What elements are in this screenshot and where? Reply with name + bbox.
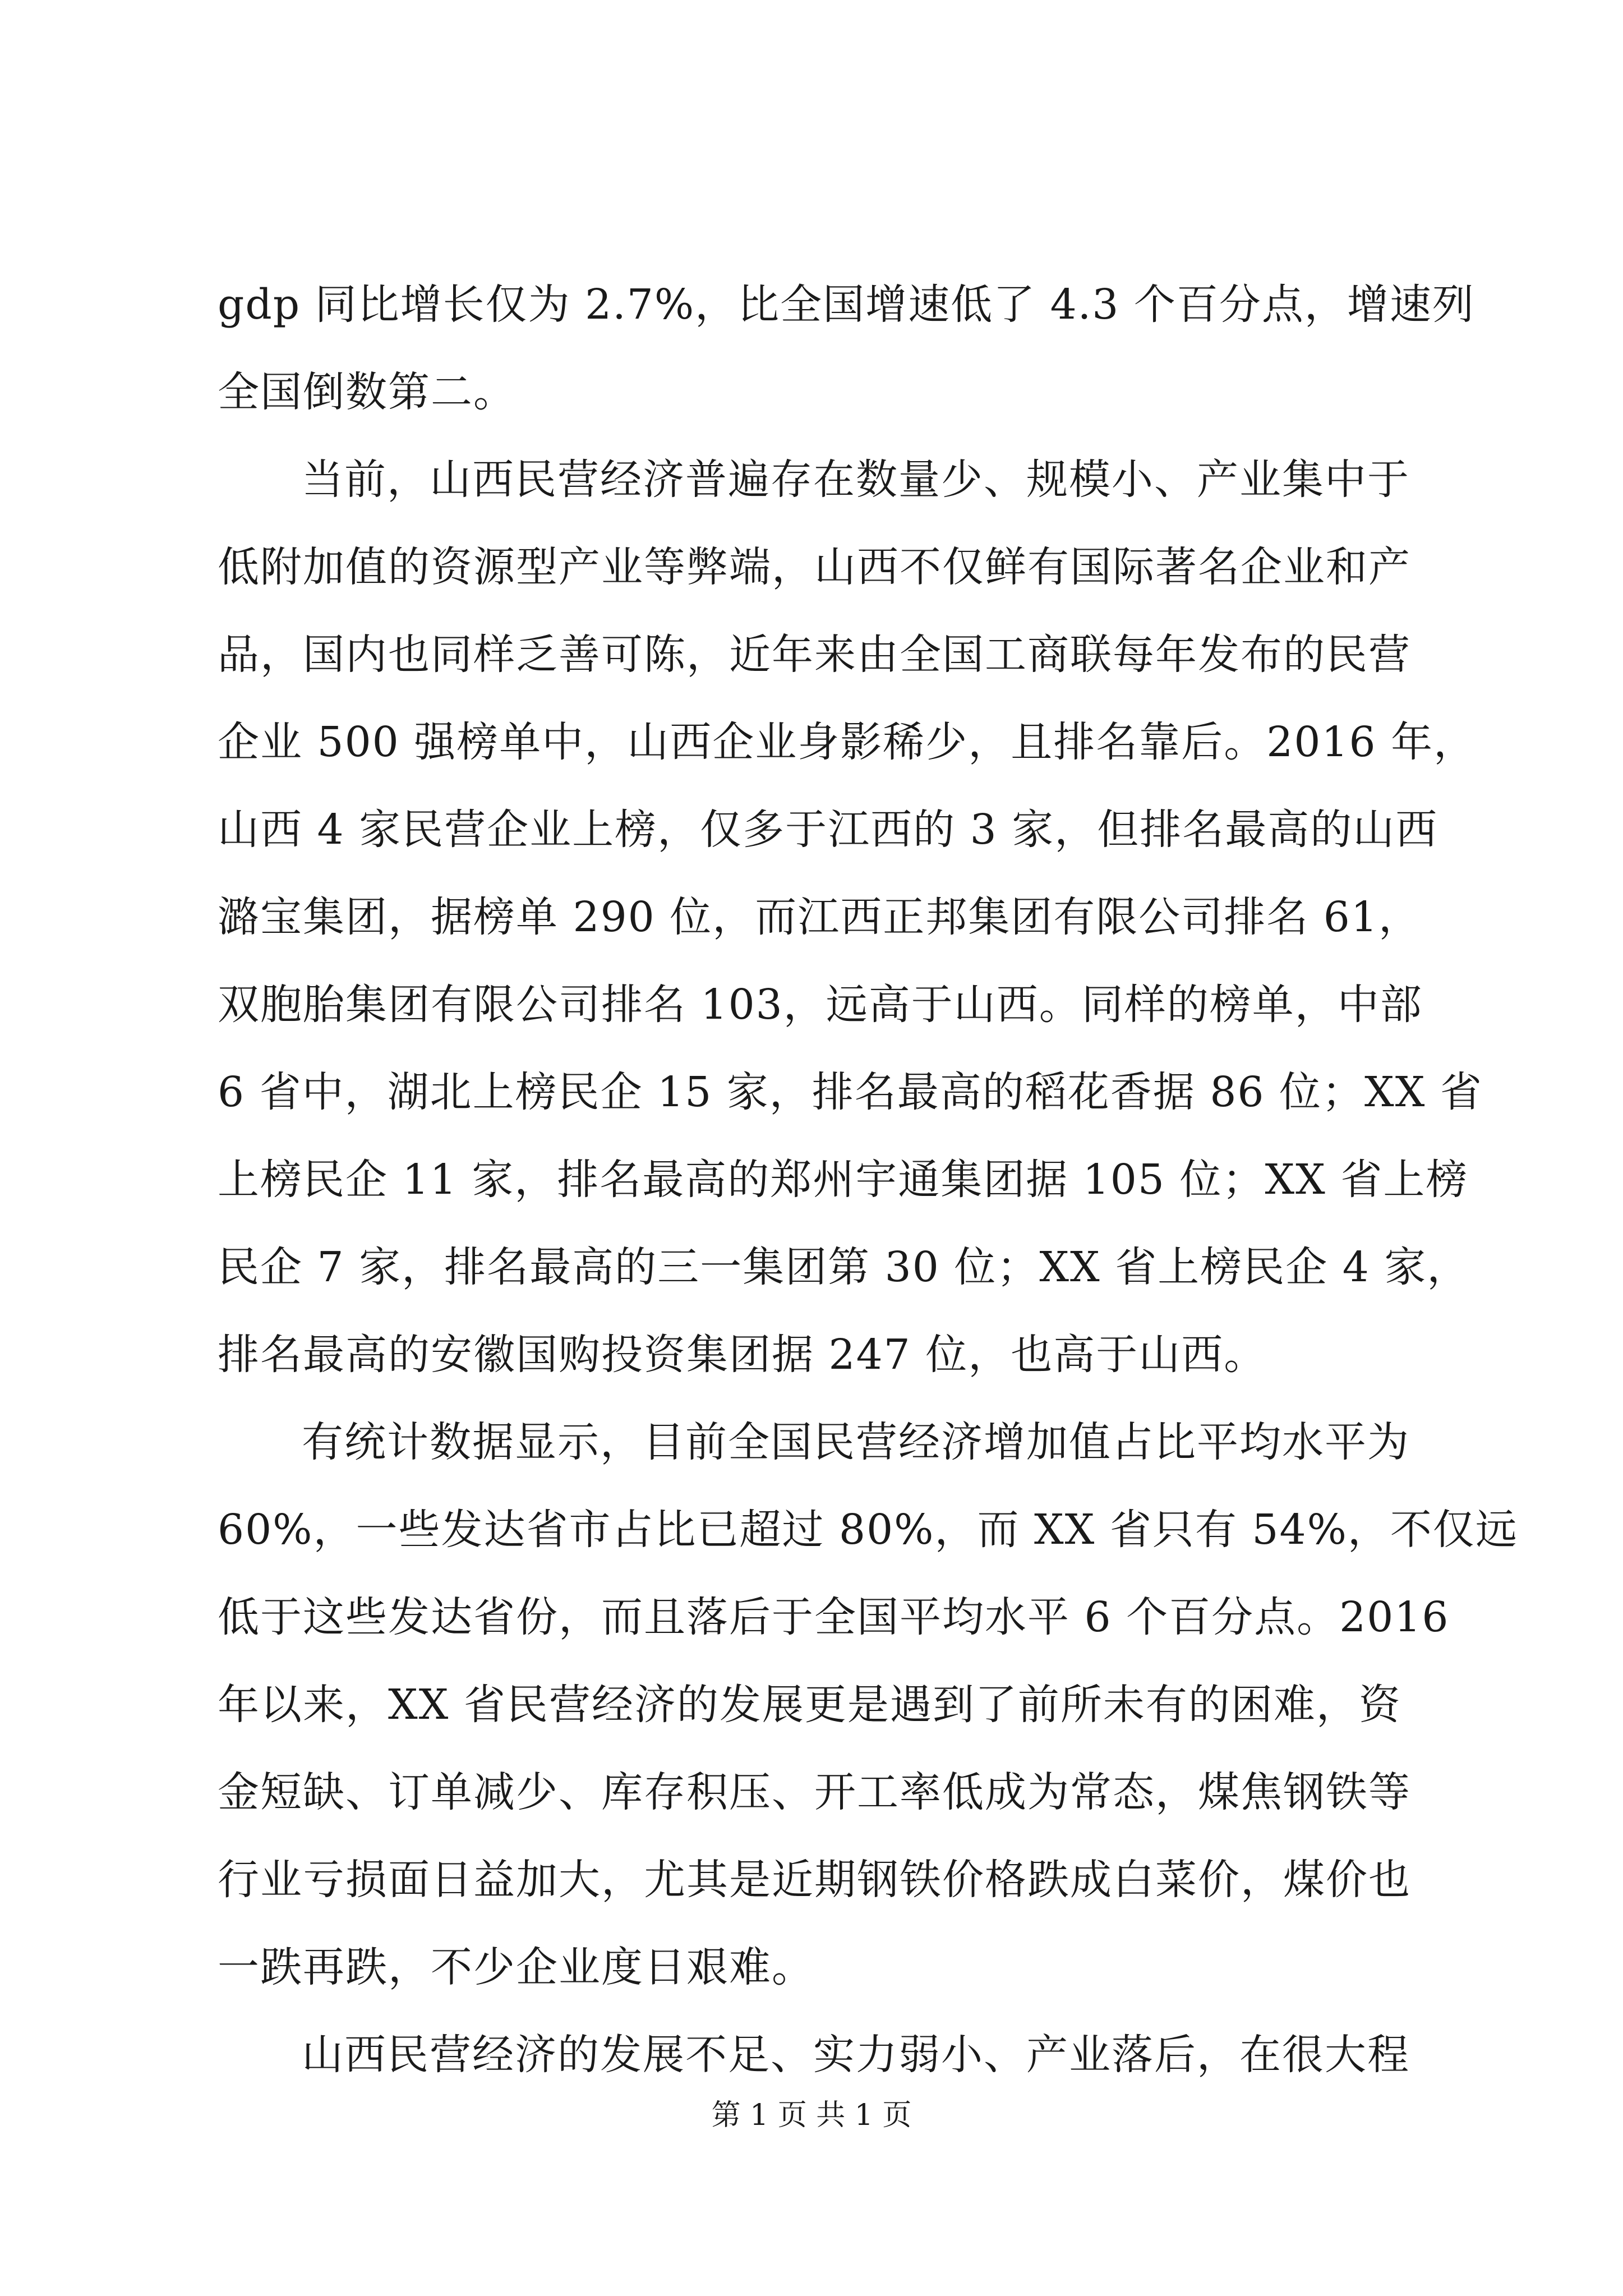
text-line: 低附加值的资源型产业等弊端，山西不仅鲜有国际著名企业和产: [218, 543, 1411, 591]
text-line: 品，国内也同样乏善可陈，近年来由全国工商联每年发布的民营: [218, 631, 1411, 679]
text-line: 全国倒数第二。: [218, 368, 516, 416]
text-line: 低于这些发达省份，而且落后于全国平均水平 6 个百分点。2016: [218, 1593, 1450, 1641]
text-line: 排名最高的安徽国购投资集团据 247 位，也高于山西。: [218, 1331, 1267, 1379]
text-line: 潞宝集团，据榜单 290 位，而江西正邦集团有限公司排名 61，: [218, 893, 1421, 941]
text-line: 年以来，XX 省民营经济的发展更是遇到了前所未有的困难，资: [218, 1681, 1401, 1729]
text-line: 双胞胎集团有限公司排名 103，远高于山西。同样的榜单，中部: [218, 981, 1423, 1029]
paragraph-first-line: 山西民营经济的发展不足、实力弱小、产业落后，在很大程: [302, 2031, 1410, 2079]
text-line: 山西 4 家民营企业上榜，仅多于江西的 3 家，但排名最高的山西: [218, 806, 1438, 854]
text-line: 一跌再跌，不少企业度日艰难。: [218, 1943, 814, 1991]
page-footer: 第 1 页 共 1 页: [711, 2099, 912, 2132]
paragraph-first-line: 当前，山西民营经济普遍存在数量少、规模小、产业集中于: [302, 455, 1410, 504]
text-line: 上榜民企 11 家，排名最高的郑州宇通集团据 105 位；XX 省上榜: [218, 1156, 1469, 1204]
text-line: gdp 同比增长仅为 2.7%，比全国增速低了 4.3 个百分点，增速列: [218, 280, 1475, 329]
text-line: 6 省中，湖北上榜民企 15 家，排名最高的稻花香据 86 位；XX 省: [218, 1068, 1483, 1116]
text-line: 60%，一些发达省市占比已超过 80%，而 XX 省只有 54%，不仅远: [218, 1506, 1518, 1554]
text-line: 民企 7 家，排名最高的三一集团第 30 位；XX 省上榜民企 4 家，: [218, 1243, 1470, 1291]
text-line: 金短缺、订单减少、库存积压、开工率低成为常态，煤焦钢铁等: [218, 1768, 1411, 1816]
paragraph-first-line: 有统计数据显示，目前全国民营经济增加值占比平均水平为: [302, 1418, 1410, 1466]
text-line: 企业 500 强榜单中，山西企业身影稀少，且排名靠后。2016 年，: [218, 718, 1477, 766]
text-line: 行业亏损面日益加大，尤其是近期钢铁价格跌成白菜价，煤价也: [218, 1856, 1411, 1904]
document-body: [218, 261, 1518, 2099]
